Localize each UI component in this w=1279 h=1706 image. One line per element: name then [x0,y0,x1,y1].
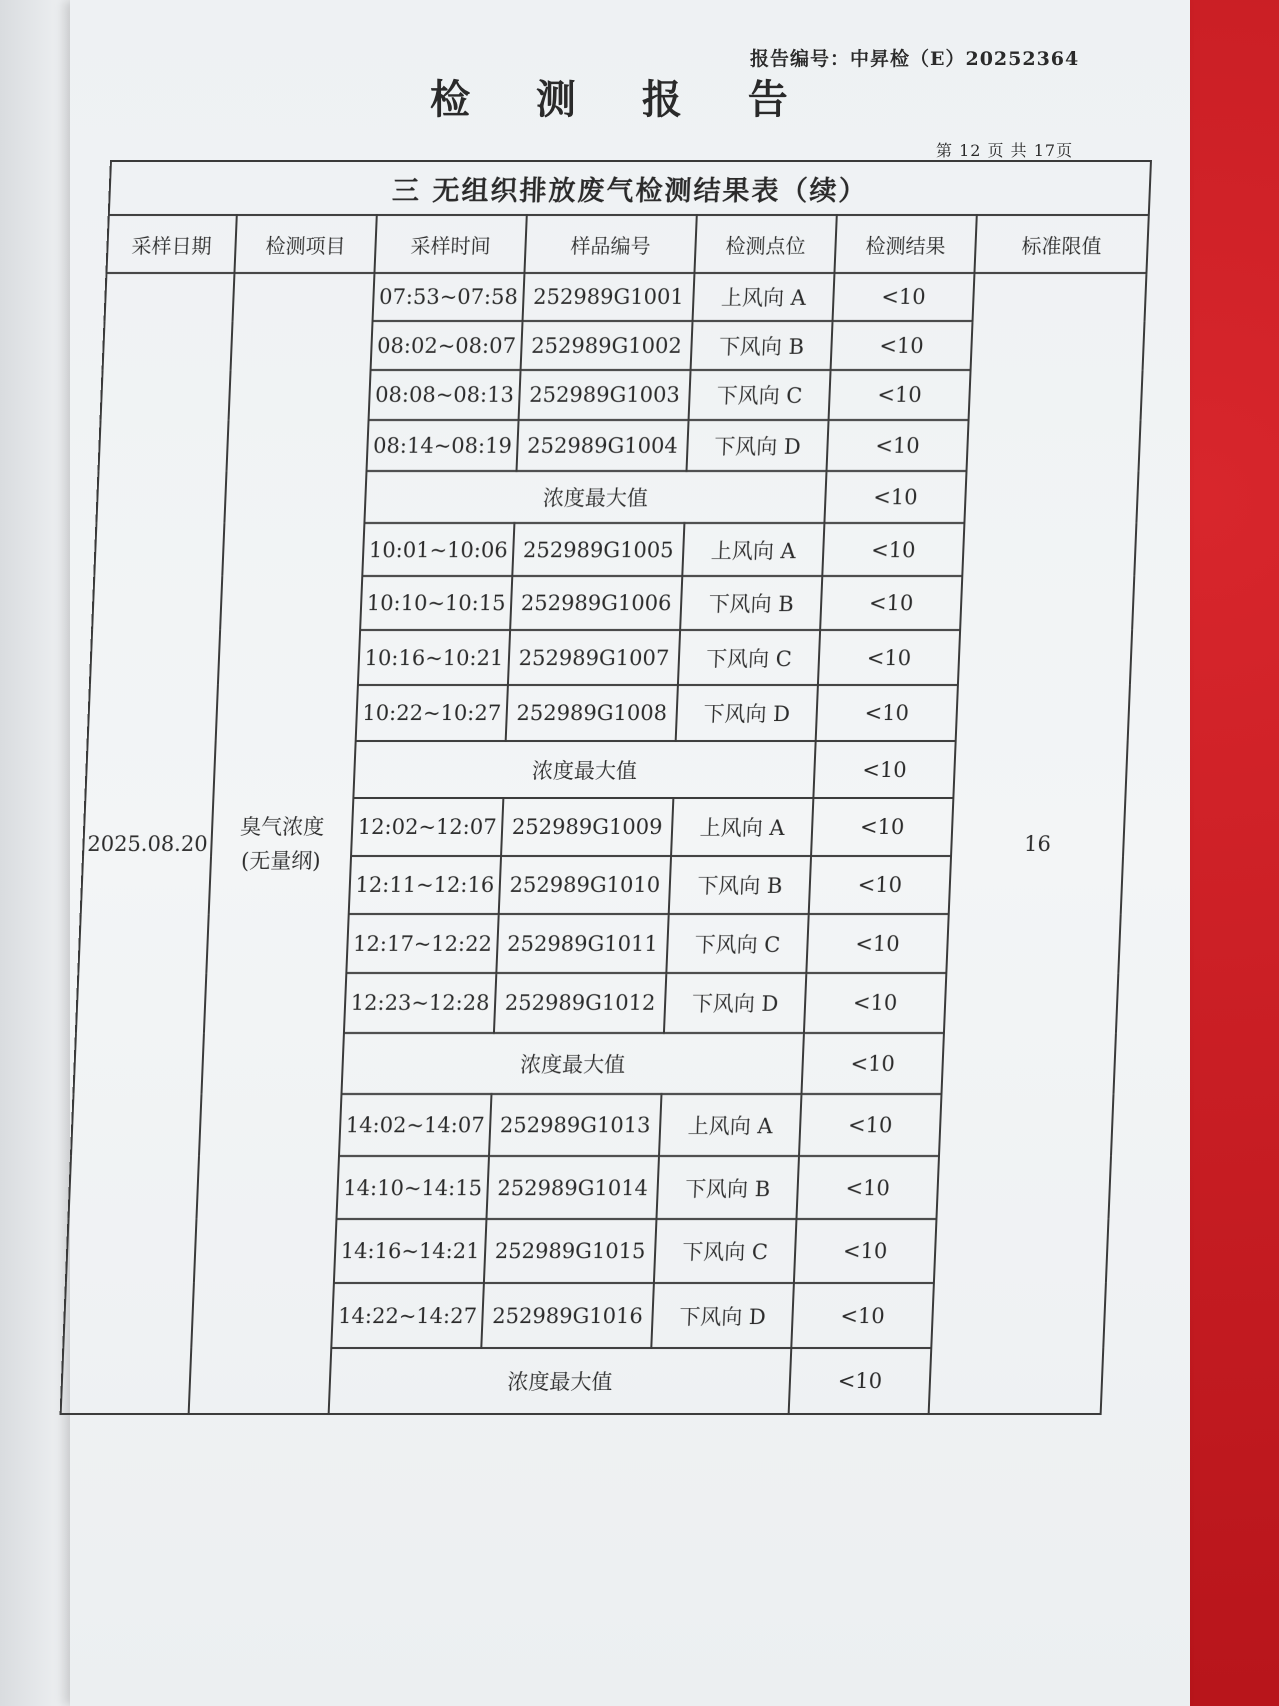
result-cell: <10 [827,420,969,471]
max-concentration-label: 浓度最大值 [353,741,815,798]
report-number: 报告编号：中昇检（E）20252364 [750,48,1080,70]
sampling-point-cell: 下风向 C [654,1219,797,1283]
sampling-time-cell: 10:16~10:21 [358,630,510,685]
result-cell: <10 [833,273,975,321]
sample-id-cell: 252989G1006 [510,576,682,630]
column-header: 检测项目 [234,215,376,273]
sample-id-cell: 252989G1010 [499,856,671,914]
sampling-point-cell: 下风向 B [669,856,811,914]
sampling-time-cell: 10:01~10:06 [362,523,514,576]
column-header: 采样日期 [106,215,236,273]
max-concentration-label: 浓度最大值 [341,1033,803,1094]
result-cell: <10 [799,1094,941,1156]
result-cell: <10 [831,321,973,370]
report-page [70,0,1190,1706]
sample-id-cell: 252989G1008 [506,685,678,741]
result-cell: <10 [822,523,964,576]
sampling-time-cell: 14:10~14:15 [336,1156,489,1219]
sampling-point-cell: 下风向 C [678,630,820,685]
column-header: 样品编号 [524,215,696,273]
sampling-time-cell: 14:02~14:07 [339,1094,491,1156]
result-cell: <10 [820,576,962,630]
sample-id-cell: 252989G1007 [508,630,680,685]
sampling-point-cell: 下风向 D [651,1283,794,1348]
sampling-point-cell: 下风向 B [680,576,822,630]
sample-id-cell: 252989G1002 [521,321,693,370]
sampling-point-cell: 下风向 D [664,973,806,1033]
sampling-point-cell: 上风向 A [659,1094,801,1156]
max-concentration-value: <10 [813,741,955,798]
test-item-name: 臭气浓度 [239,814,325,839]
sample-id-cell: 252989G1012 [494,973,666,1033]
result-cell: <10 [794,1219,937,1283]
sampling-date-cell: 2025.08.20 [61,273,235,1414]
sample-id-cell: 252989G1005 [512,523,684,576]
result-cell: <10 [829,370,971,420]
sample-id-cell: 252989G1015 [484,1219,657,1283]
result-cell: <10 [796,1156,939,1219]
result-cell: <10 [811,798,953,856]
test-item-unit: (无量纲) [240,848,322,873]
sample-id-cell: 252989G1016 [481,1283,654,1348]
sample-id-cell: 252989G1014 [486,1156,659,1219]
page-number: 第 12 页 共 17页 [936,141,1074,160]
column-header: 采样时间 [374,215,526,273]
sampling-time-cell: 08:02~08:07 [371,321,523,370]
results-table [60,160,1152,1415]
sampling-point-cell: 上风向 A [693,273,835,321]
table-row [105,273,1147,321]
max-concentration-label: 浓度最大值 [364,471,826,523]
max-concentration-label: 浓度最大值 [329,1348,792,1414]
sampling-point-cell: 上风向 A [682,523,824,576]
result-cell: <10 [806,914,948,973]
result-cell: <10 [818,630,960,685]
sampling-time-cell: 14:16~14:21 [334,1219,487,1283]
max-concentration-value: <10 [824,471,966,523]
sampling-point-cell: 下风向 B [656,1156,799,1219]
sampling-point-cell: 下风向 C [689,370,831,420]
table-caption: 三 无组织排放废气检测结果表（续） [109,161,1151,215]
sampling-time-cell: 12:23~12:28 [344,973,496,1033]
sampling-point-cell: 上风向 A [671,798,813,856]
max-concentration-value: <10 [789,1348,932,1414]
sampling-time-cell: 07:53~07:58 [373,273,525,321]
sampling-time-cell: 10:10~10:15 [360,576,512,630]
result-cell: <10 [809,856,951,914]
sample-id-cell: 252989G1011 [496,914,668,973]
standard-limit-cell: 16 [929,273,1147,1414]
sampling-time-cell: 12:02~12:07 [351,798,503,856]
result-cell: <10 [791,1283,934,1348]
sampling-point-cell: 下风向 B [691,321,833,370]
header-row [106,215,1148,273]
max-concentration-value: <10 [801,1033,943,1094]
sample-id-cell: 252989G1003 [519,370,691,420]
sampling-time-cell: 10:22~10:27 [356,685,508,741]
document-title: 检 测 报 告 [430,76,814,123]
results-table-wrapper [60,160,1150,1415]
sample-id-cell: 252989G1009 [501,798,673,856]
column-header: 检测点位 [694,215,836,273]
column-header: 检测结果 [834,215,976,273]
sampling-time-cell: 08:08~08:13 [369,370,521,420]
sampling-point-cell: 下风向 D [676,685,818,741]
sample-id-cell: 252989G1001 [523,273,695,321]
result-cell: <10 [816,685,958,741]
result-cell: <10 [804,973,946,1033]
sampling-time-cell: 14:22~14:27 [331,1283,484,1348]
sampling-time-cell: 12:11~12:16 [349,856,501,914]
column-header: 标准限值 [974,215,1148,273]
sampling-time-cell: 08:14~08:19 [367,420,519,471]
sample-id-cell: 252989G1013 [489,1094,661,1156]
sample-id-cell: 252989G1004 [517,420,689,471]
sampling-point-cell: 下风向 C [666,914,808,973]
sampling-point-cell: 下风向 D [687,420,829,471]
sampling-time-cell: 12:17~12:22 [346,914,498,973]
